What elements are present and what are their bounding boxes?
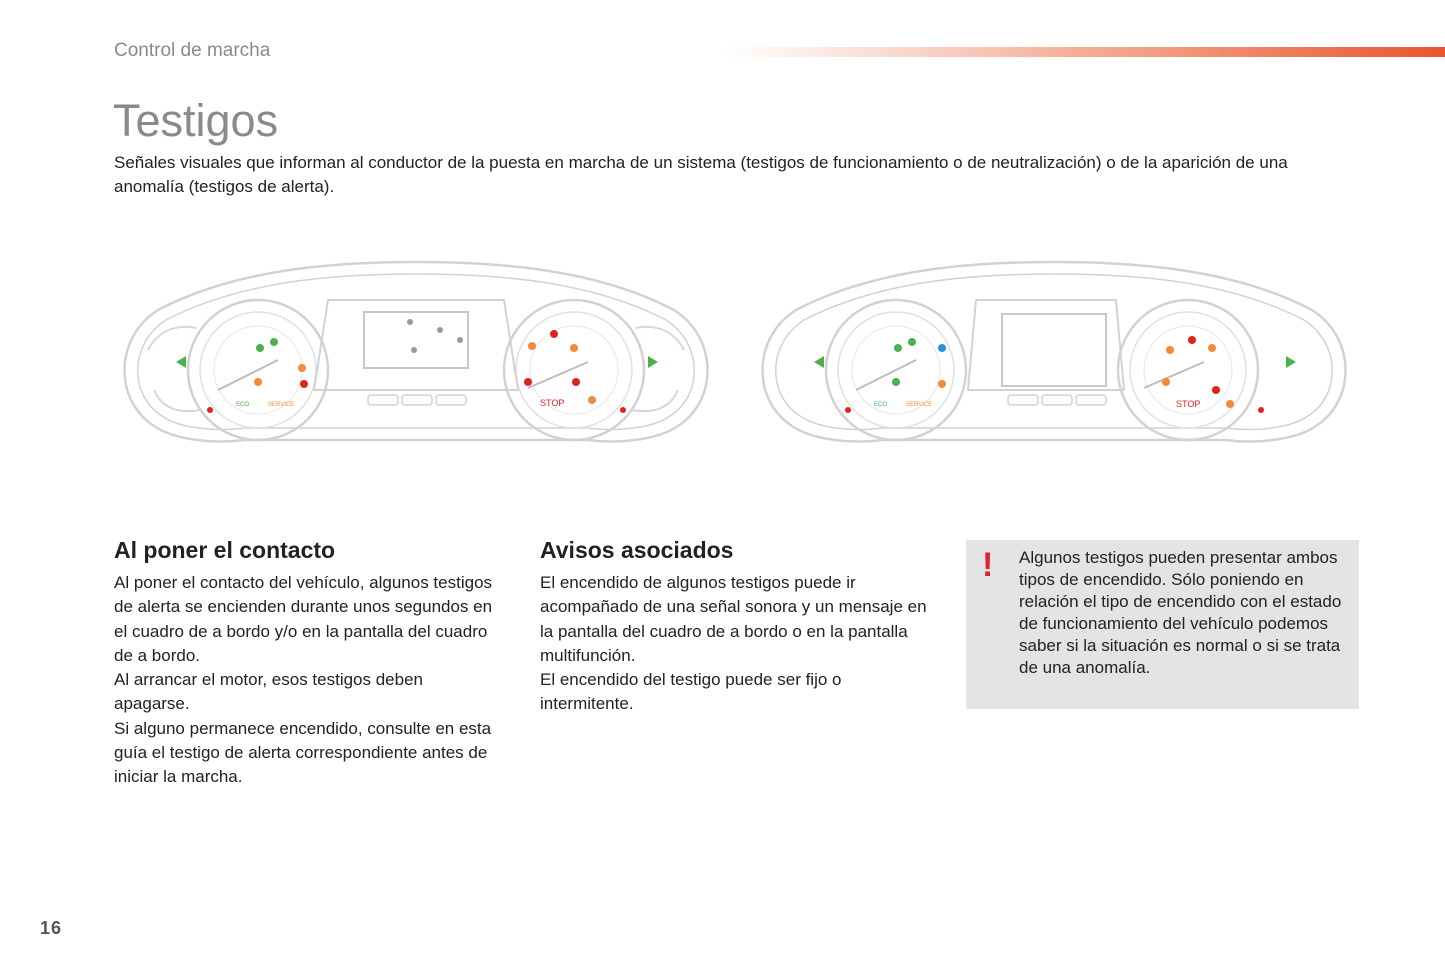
lamp-icon xyxy=(550,330,558,338)
lamp-icon xyxy=(1208,344,1216,352)
section-contact xyxy=(114,535,494,790)
section-warnings xyxy=(540,535,935,717)
left-gauge xyxy=(188,300,328,440)
lamp-icon xyxy=(1258,407,1264,413)
right-gauge xyxy=(1118,300,1258,440)
header-accent-bar xyxy=(725,47,1445,57)
stop-label: STOP xyxy=(540,398,565,408)
turn-left-arrow-icon xyxy=(814,356,824,368)
lamp-icon xyxy=(1212,386,1220,394)
section-contact-title: Al poner el contacto xyxy=(114,537,336,563)
section-warnings-title: Avisos asociados xyxy=(540,537,734,563)
lamp-icon xyxy=(620,407,626,413)
page-title: Testigos xyxy=(113,95,279,146)
light-icon xyxy=(256,344,264,352)
lamp-icon xyxy=(1162,378,1170,386)
turn-right-arrow-icon xyxy=(648,356,658,368)
outer-right-dial xyxy=(632,327,684,411)
lamp-icon xyxy=(298,364,306,372)
lamp-icon xyxy=(300,380,308,388)
lamp-icon xyxy=(528,342,536,350)
note-box xyxy=(966,540,1359,709)
lamp-icon xyxy=(845,407,851,413)
section-label: Control de marcha xyxy=(114,40,271,61)
center-display xyxy=(968,300,1124,405)
turn-right-arrow-icon xyxy=(1286,356,1296,368)
note-text: Algunos testigos pueden presentar ambos tipos de encendido. Sólo poniendo en relación el tipo de encendido con el estado de funcionamiento del vehículo podemos saber si la situación es normal o si se trata de una anomalía. xyxy=(1019,548,1342,677)
exclamation-icon: ! xyxy=(982,546,994,584)
outer-left-dial xyxy=(148,327,200,411)
lamp-icon xyxy=(524,378,532,386)
lamp-icon xyxy=(570,344,578,352)
cluster-outline xyxy=(762,262,1345,441)
eco-label: ECO xyxy=(236,402,250,408)
lamp-icon xyxy=(1188,336,1196,344)
lamp-icon xyxy=(207,407,213,413)
section-contact-paragraph: Al arrancar el motor, esos testigos deben apagarse. xyxy=(114,670,423,714)
section-warnings-paragraph: El encendido del testigo puede ser fijo o intermitente. xyxy=(540,670,842,714)
instrument-cluster-left xyxy=(118,250,714,450)
lamp-icon xyxy=(892,378,900,386)
section-contact-paragraph: Si alguno permanece encendido, consulte en esta guía el testigo de alerta correspondiente antes de iniciar la marcha. xyxy=(114,718,492,787)
stop-label: STOP xyxy=(1176,399,1201,409)
instrument-cluster-right xyxy=(756,250,1352,450)
intro-paragraph: Señales visuales que informan al conductor de la puesta en marcha de un sistema (testigos de funcionamiento o de neutralización) o de la aparición de una anomalía (testigos de alerta). xyxy=(114,153,1288,196)
lamp-icon xyxy=(254,378,262,386)
page-number: 16 xyxy=(40,918,63,938)
section-warnings-paragraph: El encendido de algunos testigos puede ir acompañado de una señal sonora y un mensaje en la pantalla del cuadro de a bordo o en la pantalla multifunción. xyxy=(540,573,927,665)
left-gauge xyxy=(826,300,966,440)
lamp-icon xyxy=(572,378,580,386)
warning-lamps xyxy=(176,330,658,413)
light-icon xyxy=(270,338,278,346)
service-label: SERVICE xyxy=(906,402,933,408)
engine-icon xyxy=(1226,400,1234,408)
center-display xyxy=(314,300,518,405)
engine-icon xyxy=(588,396,596,404)
lamp-icon xyxy=(1166,346,1174,354)
lamp-icon xyxy=(938,380,946,388)
right-gauge xyxy=(504,300,644,440)
light-icon xyxy=(894,344,902,352)
section-contact-paragraph: Al poner el contacto del vehículo, algunos testigos de alerta se encienden durante unos segundos en el cuadro de a bordo y/o en la pantalla del cuadro de a bordo. xyxy=(114,573,493,665)
light-icon xyxy=(908,338,916,346)
eco-label: ECO xyxy=(874,402,888,408)
turn-left-arrow-icon xyxy=(176,356,186,368)
service-label: SERVICE xyxy=(268,402,295,408)
high-beam-icon xyxy=(938,344,946,352)
